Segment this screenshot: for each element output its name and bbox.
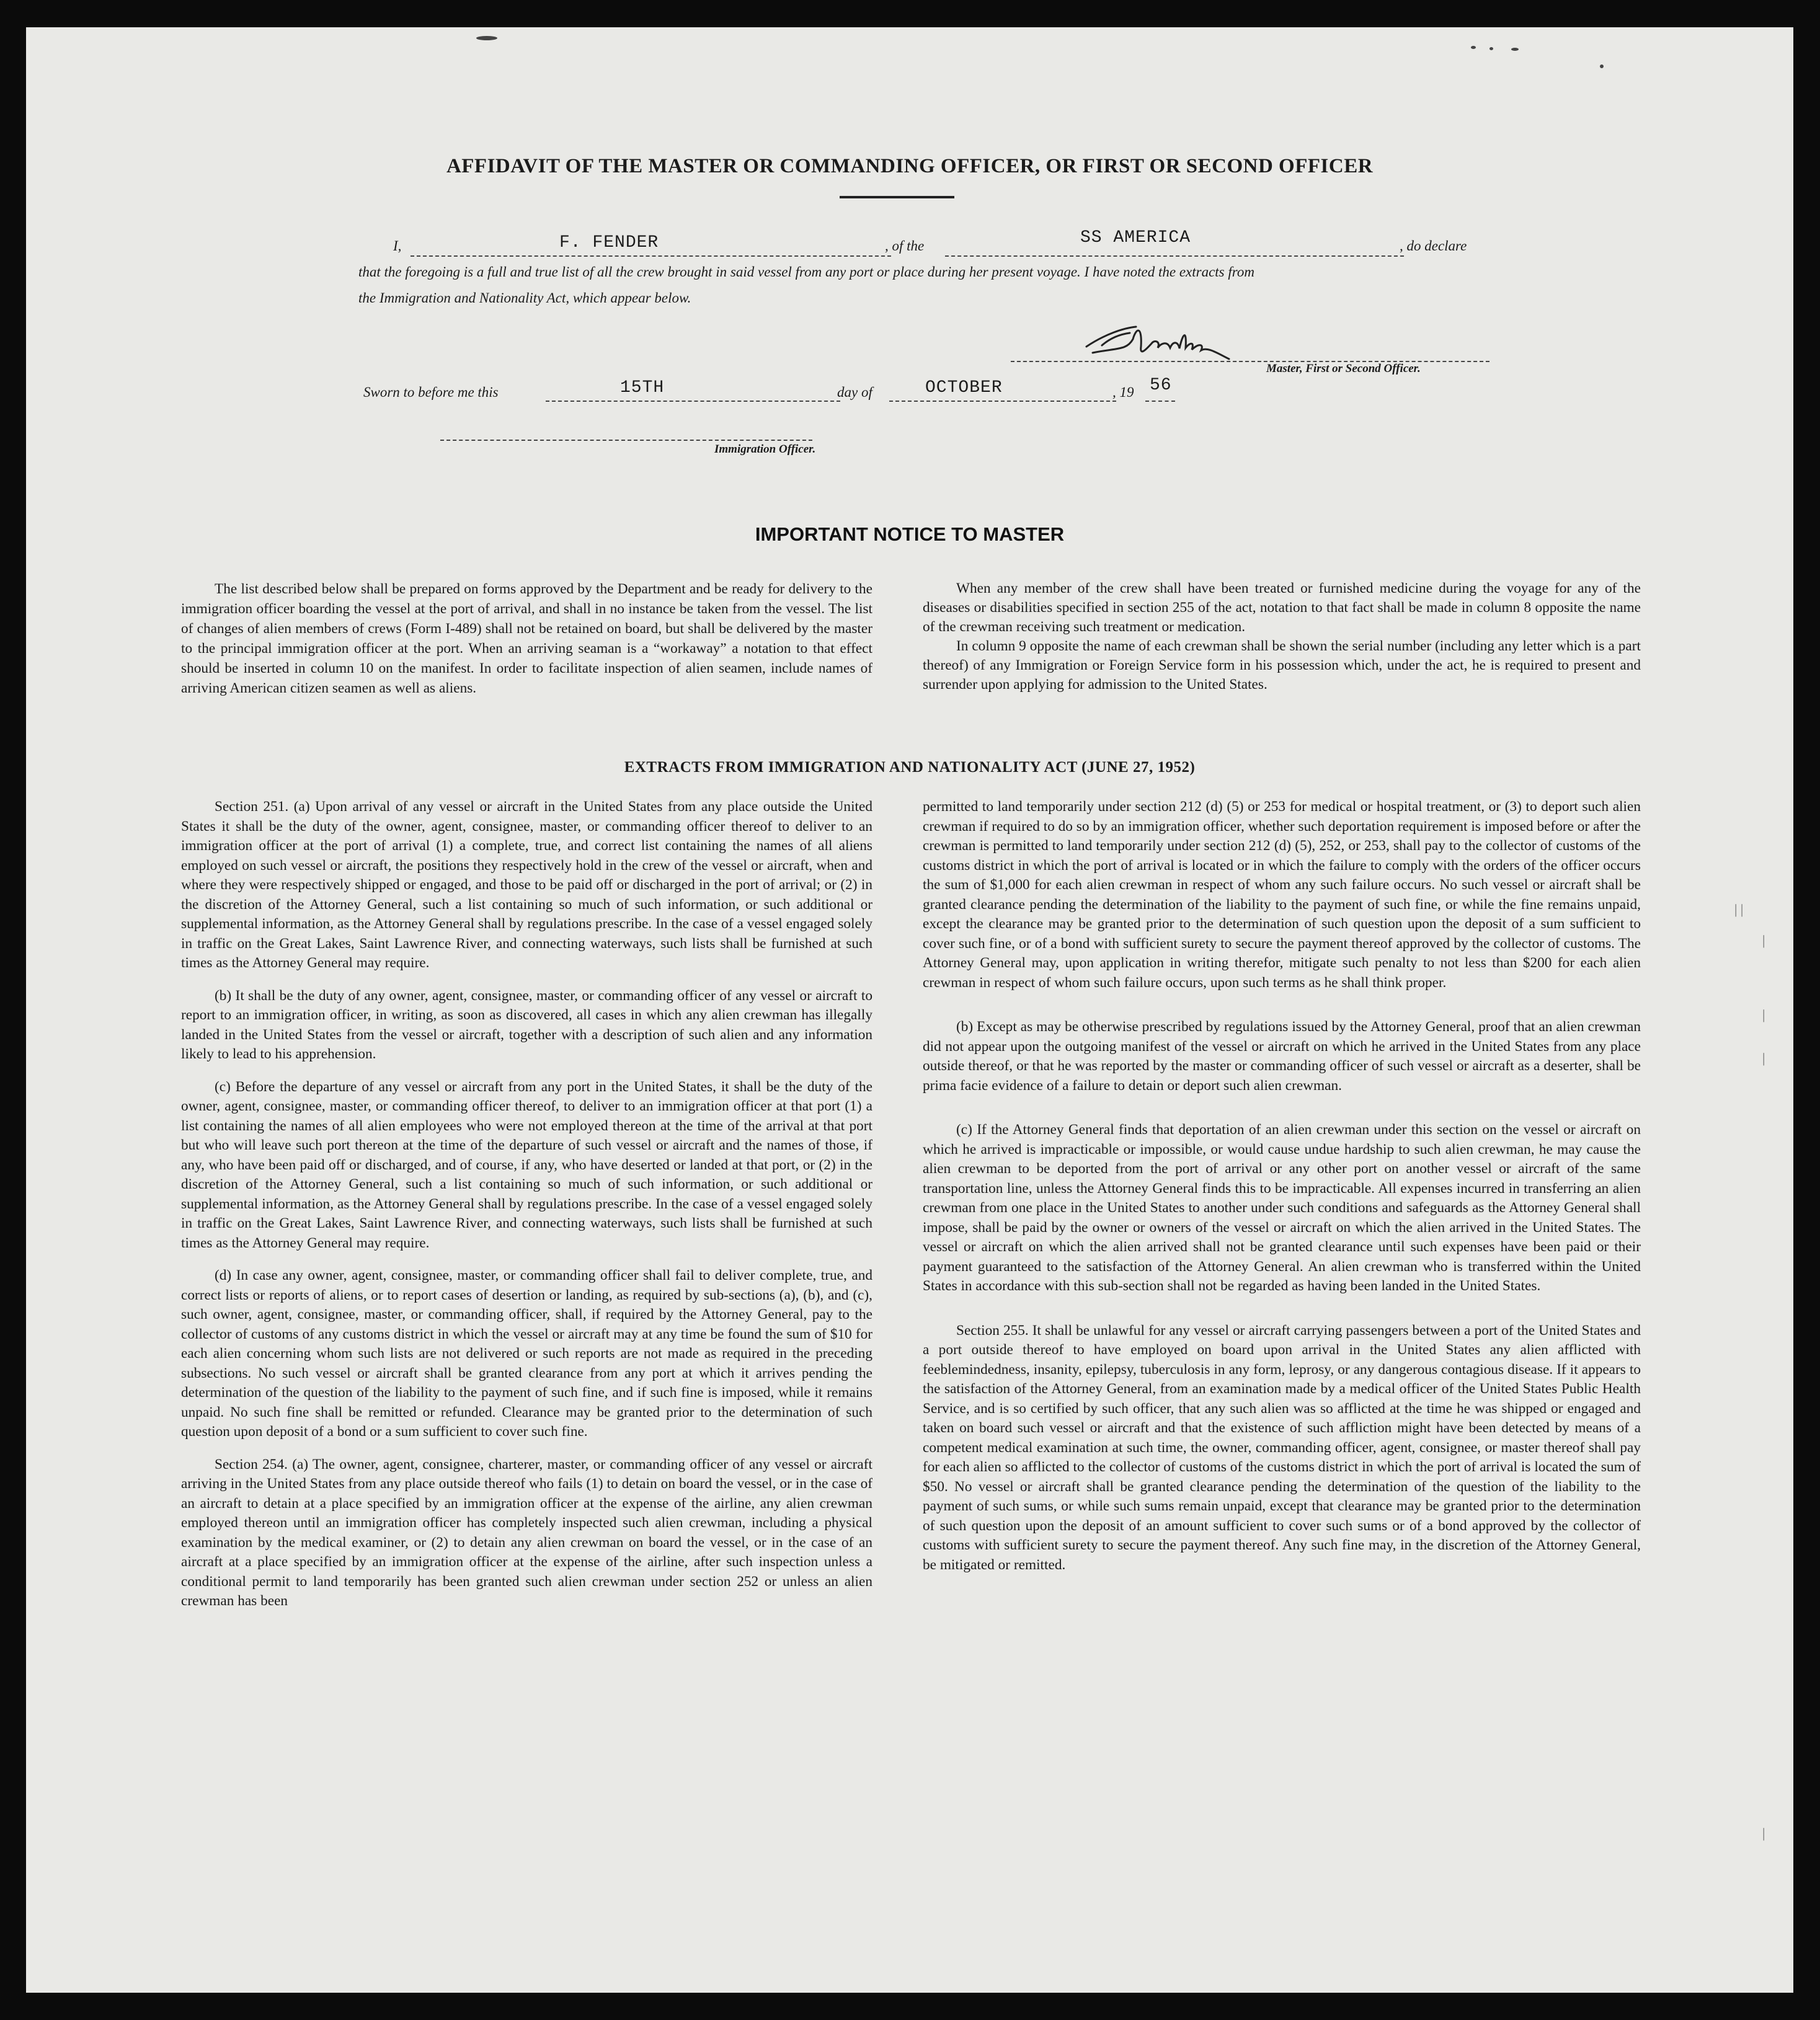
declaration-do-declare: , do declare <box>1400 238 1467 254</box>
declaration-prefix: I, <box>393 238 402 254</box>
vessel-name: SS AMERICA <box>1080 228 1191 247</box>
scan-mark <box>1489 47 1493 50</box>
sworn-year-prefix: , 19 <box>1112 384 1134 400</box>
sworn-day-of: day of <box>837 384 872 400</box>
notice-right-column <box>923 579 1641 694</box>
section-251-c: (c) Before the departure of any vessel or aircraft from any port in the United States, it shall be the duty of the owner, agent, consignee, master, or commanding officer thereof, to deliver to an immigration officer at that port (1) a list containing the names of all alien employees who were not employed thereon at the time of the arrival at that port but who will leave such port thereon at the time of the departure of such vessel or aircraft and the names of those, if any, who have been paid off or discharged, and of course, if any, who have deserted or landed at that port, or (2) in the discretion of the Attorney General, such a list containing so much of such information, or such additional or supplemental information, as the Attorney General shall by regulations prescribe. In the case of a vessel engaged solely in traffic on the Great Lakes, Saint Lawrence River, and connecting waterways, such lists shall be furnished at such times as the Attorney General may require. <box>181 1078 872 1251</box>
vessel-blank <box>945 254 1404 257</box>
handwritten-signature <box>1068 309 1254 374</box>
section-254-a-continued: permitted to land temporarily under section 212 (d) (5) or 253 for medical or hospital treatment, or (3) to deport such alien crewman if required to do so by an immigration officer, whether such deportation requirement is imposed before or after the crewman is permitted to land temporarily under section 212 (d) (5), 252, or 253, shall pay to the collector of customs of the customs district in which the port of arrival is located or in which the failure to comply with the orders of the officer occurs the sum of $1,000 for each alien crewman in respect of whom any such failure occurs. No such vessel or aircraft shall be granted clearance pending the determination of the liability to the payment of such fine, or while the fine remains unpaid, except the clearance may be granted prior to the determination of such question upon the deposit of a sum sufficient to cover such fine, or of a bond with sufficient surety to secure the payment thereof approved by the collector of customs. The Attorney General may, upon application in writing therefor, mitigate such penalty to not less than $200 for each alien crewman in respect of whom such failure occurs, upon such terms as he shall think proper. <box>923 799 1641 991</box>
document-page <box>26 27 1793 1993</box>
sworn-prefix: Sworn to before me this <box>363 384 499 400</box>
day-blank <box>546 399 840 402</box>
officer-name: F. FENDER <box>559 233 659 252</box>
scan-mark <box>1600 64 1604 68</box>
scan-mark <box>1471 46 1476 49</box>
margin-mark: | <box>1762 1050 1765 1066</box>
title-underline <box>840 196 954 198</box>
extracts-right-column <box>923 797 1641 1575</box>
section-254-c: (c) If the Attorney General finds that deportation of an alien crewman under this section on the vessel or aircraft on which he arrived is impracticable or impossible, or would cause undue hardship to such alien crewman, he may cause the alien crewman to be deported from the port of arrival or any other port on another vessel or aircraft of the same transportation line, unless the Attorney General finds this to be impracticable. All expenses incurred in transferring an alien crewman from one place in the United States to another under such conditions and safeguards as the Attorney General shall impose, shall be paid by the owner or owners of the vessel or aircraft on which the alien arrived in the United States. The vessel or aircraft on which the alien arrived shall not be granted clearance until such expenses have been paid or their payment guaranteed to the satisfaction of the Attorney General. An alien crewman who is transferred within the United States in accordance with this sub-section shall not be regarded as having been landed in the United States. <box>923 1122 1641 1294</box>
immigration-officer-blank <box>440 438 812 441</box>
name-blank <box>411 254 891 257</box>
affidavit-title: AFFIDAVIT OF THE MASTER OR COMMANDING OFFICER, OR FIRST OR SECOND OFFICER <box>446 155 1374 177</box>
scan-mark <box>476 36 497 40</box>
extracts-title: EXTRACTS FROM IMMIGRATION AND NATIONALITY ACT (JUNE 27, 1952) <box>624 759 1196 776</box>
declaration-of-the: , of the <box>885 238 925 254</box>
notice-paragraph: The list described below shall be prepared on forms approved by the Department and be ready for delivery to the immigration officer boarding the vessel at the port of arrival, and shall in no instance be taken from the vessel. The list of changes of alien members of crews (Form I-489) shall not be retained on board, but shall be delivered by the master to the principal immigration officer at the port. When an arriving seaman is a “workaway” a notation to that effect should be inserted in column 10 on the manifest. In order to facilitate inspection of alien seamen, include names of arriving American citizen seamen as well as aliens. <box>181 581 872 696</box>
signature-label: Master, First or Second Officer. <box>1266 362 1421 375</box>
extracts-left-column <box>181 797 872 1611</box>
scan-mark <box>1511 48 1519 51</box>
notice-left-column <box>181 579 872 698</box>
month-blank <box>889 399 1116 402</box>
section-254-a: Section 254. (a) The owner, agent, consignee, charterer, master, or commanding officer of any vessel or aircraft arriving in the United States from any place outside thereof who fails (1) to detain on board the vessel, or in the case of an aircraft to detain at a place specified by an immigration officer at the expense of the airline, any alien crewman employed thereon until an immigration officer has completely inspected such alien crewman, including a physical examination by the medical examiner, or (2) to detain any alien crewman on board the vessel, or in the case of an aircraft at a place specified by an immigration officer at the expense of the airline, after such inspection unless a conditional permit to land temporarily has been granted such alien crewman under section 252 or unless an alien crewman has been <box>181 1456 872 1609</box>
declaration-line-2: that the foregoing is a full and true list of all the crew brought in said vessel from any port or place during her present voyage. I have noted the extracts from <box>358 264 1254 280</box>
immigration-officer-label: Immigration Officer. <box>714 443 816 456</box>
sworn-day: 15TH <box>620 378 665 397</box>
notice-paragraph: When any member of the crew shall have been treated or furnished medicine during the voyage for any of the diseases or disabilities specified in section 255 of the act, notation to that fact shall be made in column 8 opposite the name of the crewman receiving such treatment or medication. <box>923 580 1641 635</box>
sworn-year: 56 <box>1150 376 1172 395</box>
margin-mark: | <box>1762 1825 1765 1841</box>
year-blank <box>1145 399 1175 402</box>
sworn-month: OCTOBER <box>925 378 1003 397</box>
section-254-b: (b) Except as may be otherwise prescribed by regulations issued by the Attorney General, proof that an alien crewman did not appear upon the outgoing manifest of the vessel or aircraft on which he arrived in the United States from any place outside thereof, or that he was reported by the master or commanding officer of such vessel or aircraft as a deserter, shall be prima facie evidence of a failure to detain or deport such alien crewman. <box>923 1019 1641 1094</box>
margin-mark: | | <box>1734 901 1744 917</box>
declaration-line-3: the Immigration and Nationality Act, which appear below. <box>358 290 691 306</box>
section-251-b: (b) It shall be the duty of any owner, agent, consignee, master, or commanding officer of any vessel or aircraft to report to an immigration officer, in writing, as soon as discovered, all cases in which any alien crewman has illegally landed in the United States from the vessel or aircraft, together with a description of such alien and any information likely to lead to his apprehension. <box>181 987 872 1062</box>
margin-mark: | <box>1762 932 1765 948</box>
section-255: Section 255. It shall be unlawful for any vessel or aircraft carrying passengers between a port of the United States and a port outside thereof to have employed on board upon arrival in the United States any alien afflicted with feeblemindedness, insanity, epilepsy, tuberculosis in any form, leprosy, or any dangerous contagious disease. If it appears to the satisfaction of the Attorney General, from an examination made by a medical officer of the United States Public Health Service, and is so certified by such officer, that any such alien was so afflicted at the time he was shipped or engaged and taken on board such vessel or aircraft and that the existence of such affliction might have been detected by means of a competent medical examination at such time, the owner, commanding officer, agent, consignee, or master thereof shall pay for each alien so afflicted to the collector of customs of the customs district in which the port of arrival is located the sum of $50. No vessel or aircraft shall be granted clearance pending the determination of the question of the liability to the payment of such sums, or while such sums remain unpaid, except that clearance may be granted prior to the determination of such question upon the deposit of an amount sufficient to cover such sums or of a bond approved by the collector of customs with sufficient surety to secure the payment thereof. Any such fine may, in the discretion of the Attorney General, be mitigated or remitted. <box>923 1322 1641 1573</box>
notice-paragraph: In column 9 opposite the name of each crewman shall be shown the serial number (including any letter which is a part thereof) of any Immigration or Foreign Service form in his possession which, under the act, he is required to present and surrender upon applying for admission to the United States. <box>923 638 1641 693</box>
margin-mark: | <box>1762 1007 1765 1022</box>
section-251-a: Section 251. (a) Upon arrival of any vessel or aircraft in the United States from any place outside the United States it shall be the duty of the owner, agent, consignee, master, or commanding officer thereof to deliver to an immigration officer at the port of arrival (1) a complete, true, and correct list containing the names of all aliens employed on such vessel or aircraft, the positions they respectively hold in the crew of the vessel or aircraft, when and where they were respectively shipped or engaged, and those to be paid off or discharged in the port of arrival; or (2) in the discretion of the Attorney General, such a list containing so much of such information, or such additional or supplemental information, as the Attorney General shall by regulations prescribe. In the case of a vessel engaged solely in traffic on the Great Lakes, Saint Lawrence River, and connecting waterways, such lists shall be furnished at such times as the Attorney General may require. <box>181 799 872 971</box>
notice-title: IMPORTANT NOTICE TO MASTER <box>755 523 1065 545</box>
section-251-d: (d) In case any owner, agent, consignee, master, or commanding officer shall fail to deliver complete, true, and correct lists or reports of aliens, or to report cases of desertion or landing, as required by sub-sections (a), (b), and (c), such owner, agent, consignee, master, or commanding officer, shall, if required by the Attorney General, pay to the collector of customs of any customs district in which the vessel or aircraft may at any time be found the sum of $10 for each alien concerning whom such lists are not delivered or such reports are not made as required in the preceding subsections. No such vessel or aircraft shall be granted clearance from any port at which it arrives pending the determination of the question of the liability to the payment of such fine, and if such fine is imposed, while it remains unpaid. No such fine shall be remitted or refunded. Clearance may be granted prior to the determination of such question upon deposit of a bond or a sum sufficient to cover such fine. <box>181 1267 872 1440</box>
